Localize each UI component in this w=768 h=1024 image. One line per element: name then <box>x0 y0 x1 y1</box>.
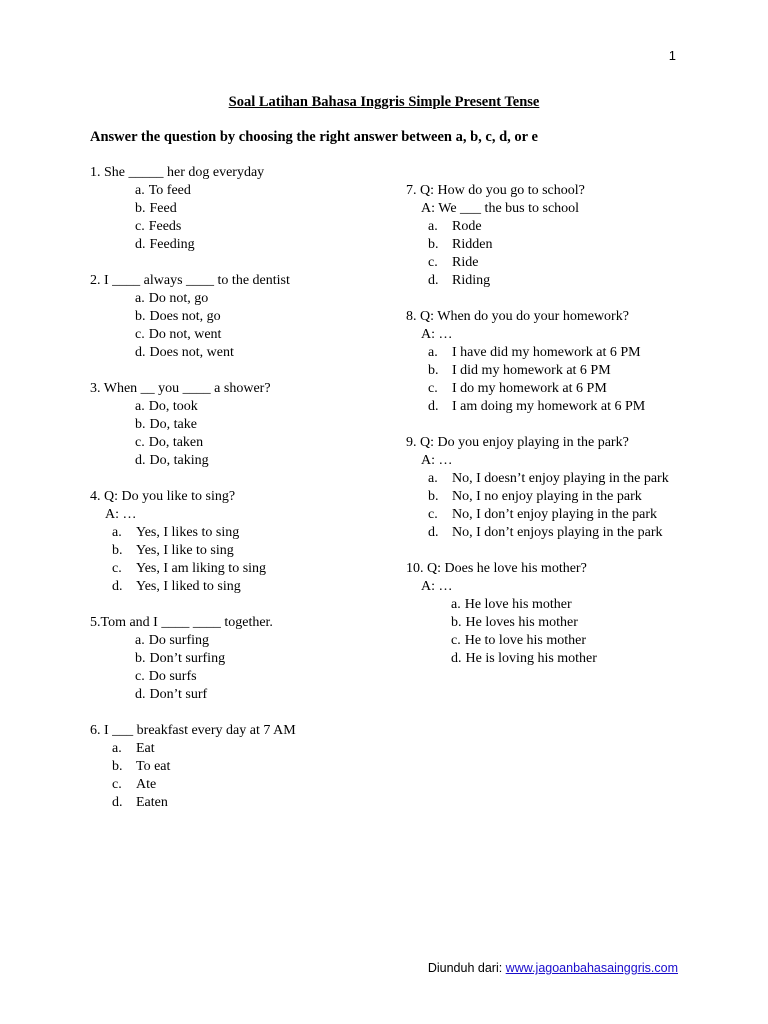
option-item <box>135 290 390 308</box>
question-stem: 8. Q: When do you do your homework? <box>406 309 629 324</box>
option-item <box>428 362 680 380</box>
option-item <box>428 236 680 254</box>
question <box>90 164 390 254</box>
option-text: Do not, go <box>148 291 209 306</box>
option-list <box>406 218 680 290</box>
option-item <box>112 794 390 812</box>
option-item <box>112 776 390 794</box>
option-text: No, I doesn’t enjoy playing in the park <box>452 471 669 486</box>
option-text: Do surfs <box>148 669 197 684</box>
option-item <box>135 326 390 344</box>
option-text: Do surfing <box>148 633 209 648</box>
option-text: Don’t surfing <box>149 651 226 666</box>
option-letter: a. <box>428 345 438 360</box>
right-column <box>406 182 680 686</box>
option-letter: d. <box>135 237 146 252</box>
option-item <box>112 758 390 776</box>
option-item <box>428 524 680 542</box>
option-item <box>428 506 680 524</box>
option-item <box>135 218 390 236</box>
page-title-text: Soal Latihan Bahasa Inggris Simple Present Tense <box>228 94 540 110</box>
question-answer-prompt: A: We ___ the bus to school <box>421 201 580 216</box>
question-stem: 6. I ___ breakfast every day at 7 AM <box>90 723 296 738</box>
question <box>90 272 390 362</box>
option-item <box>112 740 390 758</box>
question <box>406 560 680 668</box>
option-item <box>428 488 680 506</box>
option-letter: d. <box>112 579 123 594</box>
question-stem: 4. Q: Do you like to sing? <box>90 489 236 504</box>
option-text: Do, taken <box>148 435 204 450</box>
option-letter: d. <box>451 651 462 666</box>
question-answer-prompt: A: … <box>421 327 453 342</box>
option-list <box>90 398 390 470</box>
option-text: Do, taking <box>149 453 209 468</box>
option-item <box>428 272 680 290</box>
option-text: He loves his mother <box>465 615 578 630</box>
left-column <box>90 164 390 830</box>
option-text: Feed <box>149 201 177 216</box>
option-text: No, I don’t enjoys playing in the park <box>452 525 663 540</box>
option-letter: a. <box>135 633 145 648</box>
option-letter: a. <box>451 597 461 612</box>
option-text: I am doing my homework at 6 PM <box>452 399 646 414</box>
option-item <box>135 182 390 200</box>
option-item <box>112 542 390 560</box>
option-letter: b. <box>135 651 146 666</box>
question-stem: 9. Q: Do you enjoy playing in the park? <box>406 435 629 450</box>
option-item <box>135 650 390 668</box>
option-list <box>90 632 390 704</box>
option-text: To eat <box>136 759 171 774</box>
option-text: Do, take <box>149 417 197 432</box>
option-letter: a. <box>428 219 438 234</box>
question <box>90 380 390 470</box>
option-text: I have did my homework at 6 PM <box>452 345 641 360</box>
question-answer-prompt: A: … <box>421 579 453 594</box>
option-text: No, I don’t enjoy playing in the park <box>452 507 658 522</box>
instruction: Answer the question by choosing the right answer between a, b, c, d, or e <box>90 129 538 145</box>
option-letter: a. <box>112 741 122 756</box>
option-letter: d. <box>135 687 146 702</box>
option-letter: a. <box>135 291 145 306</box>
option-text: Yes, I liked to sing <box>136 579 241 594</box>
option-text: Do not, went <box>148 327 222 342</box>
option-letter: c. <box>135 669 145 684</box>
option-text: Yes, I am liking to sing <box>136 561 267 576</box>
option-text: Riding <box>452 273 491 288</box>
option-text: No, I no enjoy playing in the park <box>452 489 642 504</box>
option-letter: b. <box>428 237 439 252</box>
option-text: Feeding <box>149 237 195 252</box>
option-text: Feeds <box>148 219 182 234</box>
option-list <box>90 182 390 254</box>
option-letter: d. <box>135 453 146 468</box>
option-letter: b. <box>135 417 146 432</box>
option-letter: c. <box>112 561 122 576</box>
option-letter: c. <box>135 219 145 234</box>
option-item <box>451 614 680 632</box>
option-item <box>135 686 390 704</box>
question-stem: 10. Q: Does he love his mother? <box>406 561 587 576</box>
option-letter: b. <box>428 489 439 504</box>
option-letter: b. <box>451 615 462 630</box>
footer-prefix: Diunduh dari: <box>427 961 506 975</box>
option-letter: c. <box>428 255 438 270</box>
page-title <box>0 94 768 111</box>
question <box>90 614 390 704</box>
option-item <box>135 308 390 326</box>
question-stem: 3. When __ you ____ a shower? <box>90 381 271 396</box>
option-letter: c. <box>451 633 461 648</box>
option-item <box>428 218 680 236</box>
question <box>406 308 680 416</box>
option-letter: b. <box>135 201 146 216</box>
option-item <box>451 650 680 668</box>
option-item <box>135 344 390 362</box>
option-letter: c. <box>428 381 438 396</box>
option-text: Rode <box>452 219 482 234</box>
option-letter: d. <box>428 399 439 414</box>
option-list <box>406 470 680 542</box>
option-list <box>90 740 390 812</box>
option-letter: a. <box>135 183 145 198</box>
question-stem: 5.Tom and I ____ ____ together. <box>90 615 273 630</box>
option-list <box>406 344 680 416</box>
option-text: Yes, I like to sing <box>136 543 234 558</box>
option-item <box>135 200 390 218</box>
option-item <box>135 416 390 434</box>
option-list <box>406 596 680 668</box>
option-item <box>135 398 390 416</box>
option-letter: a. <box>135 399 145 414</box>
option-letter: d. <box>112 795 123 810</box>
option-text: Eat <box>136 741 155 756</box>
option-list <box>90 290 390 362</box>
question-stem: 7. Q: How do you go to school? <box>406 183 585 198</box>
option-item <box>428 254 680 272</box>
option-list <box>90 524 390 596</box>
option-item <box>451 632 680 650</box>
option-letter: c. <box>112 777 122 792</box>
page-number: 1 <box>668 48 676 63</box>
option-text: Eaten <box>136 795 168 810</box>
option-item <box>428 344 680 362</box>
option-letter: c. <box>135 435 145 450</box>
option-item <box>135 236 390 254</box>
option-text: Don’t surf <box>149 687 208 702</box>
option-item <box>428 470 680 488</box>
option-text: I do my homework at 6 PM <box>452 381 607 396</box>
option-text: Do, took <box>148 399 198 414</box>
option-text: Does not, go <box>149 309 221 324</box>
question <box>406 182 680 290</box>
option-item <box>135 668 390 686</box>
option-letter: b. <box>135 309 146 324</box>
option-item <box>135 434 390 452</box>
footer-link[interactable]: www.jagoanbahasainggris.com <box>505 961 678 975</box>
question-answer-prompt: A: … <box>421 453 453 468</box>
option-text: Ridden <box>452 237 493 252</box>
option-letter: c. <box>428 507 438 522</box>
option-letter: b. <box>428 363 439 378</box>
option-text: He is loving his mother <box>465 651 597 666</box>
option-letter: b. <box>112 759 123 774</box>
option-text: Ate <box>136 777 157 792</box>
option-item <box>135 632 390 650</box>
question-stem: 2. I ____ always ____ to the dentist <box>90 273 290 288</box>
option-item <box>428 380 680 398</box>
question <box>406 434 680 542</box>
option-item <box>428 398 680 416</box>
option-item <box>451 596 680 614</box>
question <box>90 488 390 596</box>
question-stem: 1. She _____ her dog everyday <box>90 165 265 180</box>
footer <box>428 961 678 975</box>
option-letter: a. <box>428 471 438 486</box>
question-answer-prompt: A: … <box>105 507 137 522</box>
option-text: Yes, I likes to sing <box>136 525 240 540</box>
option-text: He love his mother <box>464 597 572 612</box>
option-letter: b. <box>112 543 123 558</box>
option-text: To feed <box>148 183 191 198</box>
option-letter: c. <box>135 327 145 342</box>
option-text: He to love his mother <box>464 633 587 648</box>
question <box>90 722 390 812</box>
option-text: I did my homework at 6 PM <box>452 363 611 378</box>
option-letter: d. <box>428 525 439 540</box>
option-item <box>112 560 390 578</box>
option-item <box>112 578 390 596</box>
option-text: Does not, went <box>149 345 234 360</box>
option-item <box>112 524 390 542</box>
option-letter: a. <box>112 525 122 540</box>
option-letter: d. <box>428 273 439 288</box>
option-item <box>135 452 390 470</box>
option-letter: d. <box>135 345 146 360</box>
option-text: Ride <box>452 255 479 270</box>
